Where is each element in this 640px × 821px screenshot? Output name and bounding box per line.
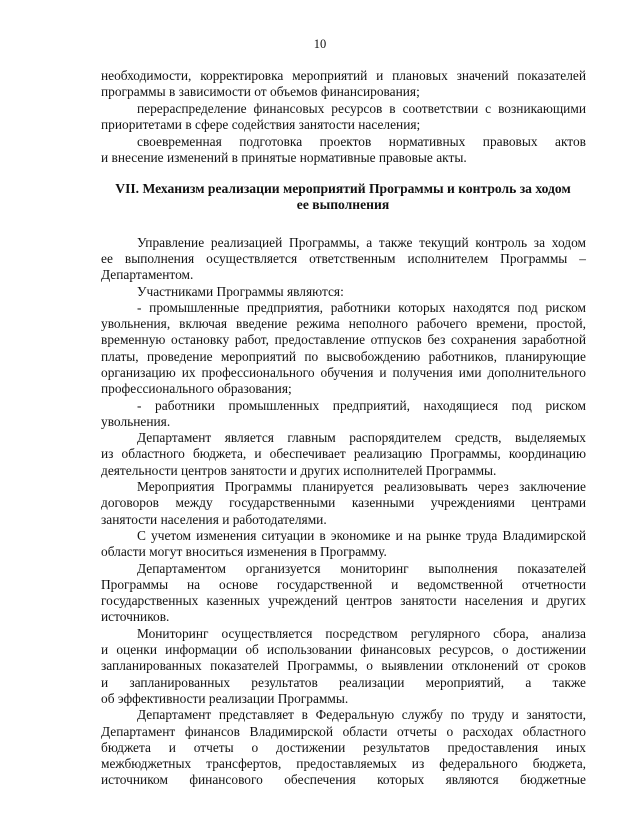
text-line: Программы на основе государственной и ведомственной отчетности [101,577,586,592]
text-line: и внесение изменений в принятые нормативные правовые акты. [101,150,467,165]
text-line: своевременная подготовка проектов нормативных правовых актов [137,134,586,149]
text-line: - промышленные предприятия, работники которых находятся под риском [137,300,586,315]
text-line: временную остановку работ, предоставление отпусков без сохранения заработной [101,332,586,347]
text-line: Участниками Программы являются: [137,284,344,299]
text-line: деятельности центров занятости и других исполнителей Программы. [101,463,497,478]
text-line: источником финансового обеспечения которых являются бюджетные [101,772,586,787]
page-number: 10 [313,37,327,51]
text-line: Департаментом организуется мониторинг выполнения показателей [137,561,586,576]
text-line: договоров между государственными казенными учреждениями центрами [101,495,586,510]
text-line: занятости населения и работодателями. [101,512,327,527]
text-line: необходимости, корректировка мероприятий и плановых значений показателей [101,68,586,83]
text-line: перераспределение финансовых ресурсов в соответствии с возникающими [137,101,586,116]
text-line: из областного бюджета, и обеспечивает реализацию Программы, координацию [101,446,586,461]
section-heading-line-2: ее выполнения [296,197,390,212]
text-line: Департамент является главным распорядителем средств, выделяемых [137,430,586,445]
text-line: государственных казенных учреждений центров занятости населения и других [101,593,586,608]
text-line: источников. [101,609,170,624]
text-line: увольнения. [101,414,171,429]
text-line: Департамент представляет в Федеральную службу по труду и занятости, [137,707,586,722]
text-line: межбюджетных трансфертов, предоставляемых из федерального бюджета, [101,756,586,771]
text-line: и оценки информации об использовании финансовых ресурсов, о достижении [101,642,586,657]
text-line: организацию их профессионального обучения и получения ими дополнительного [101,365,586,380]
text-line: ее выполнения осуществляется ответственным исполнителем Программы – [101,251,586,266]
text-line: запланированных показателей Программы, о выявлении отклонений от сроков [101,658,586,673]
text-line: области могут вноситься изменения в Программу. [101,544,387,559]
section-heading-line-1: VII. Механизм реализации мероприятий Программы и контроль за ходом [115,181,571,196]
text-line: приоритетами в сфере содействия занятости населения; [101,117,421,132]
text-line: Департаментом. [101,267,194,282]
text-line: Мониторинг осуществляется посредством регулярного сбора, анализа [137,626,586,641]
text-line: и запланированных результатов реализации мероприятий, а также [101,675,586,690]
text-line: - работники промышленных предприятий, находящиеся под риском [137,398,586,413]
text-line: платы, проведение мероприятий по высвобождению работников, планирующие [101,349,586,364]
text-line: С учетом изменения ситуации в экономике и на рынке труда Владимирской [137,528,586,543]
text-line: программы в зависимости от объемов финансирования; [101,84,420,99]
text-line: Департамент финансов Владимирской области отчеты о расходах областного [101,724,586,739]
text-line: бюджета и отчеты о достижении результатов предоставления иных [101,740,586,755]
text-line: профессионального образования; [101,381,292,396]
text-line: об эффективности реализации Программы. [101,691,349,706]
text-line: увольнения, включая введение режима неполного рабочего времени, простой, [101,316,586,331]
text-line: Мероприятия Программы планируется реализовывать через заключение [137,479,586,494]
text-line: Управление реализацией Программы, а также текущий контроль за ходом [137,235,586,250]
